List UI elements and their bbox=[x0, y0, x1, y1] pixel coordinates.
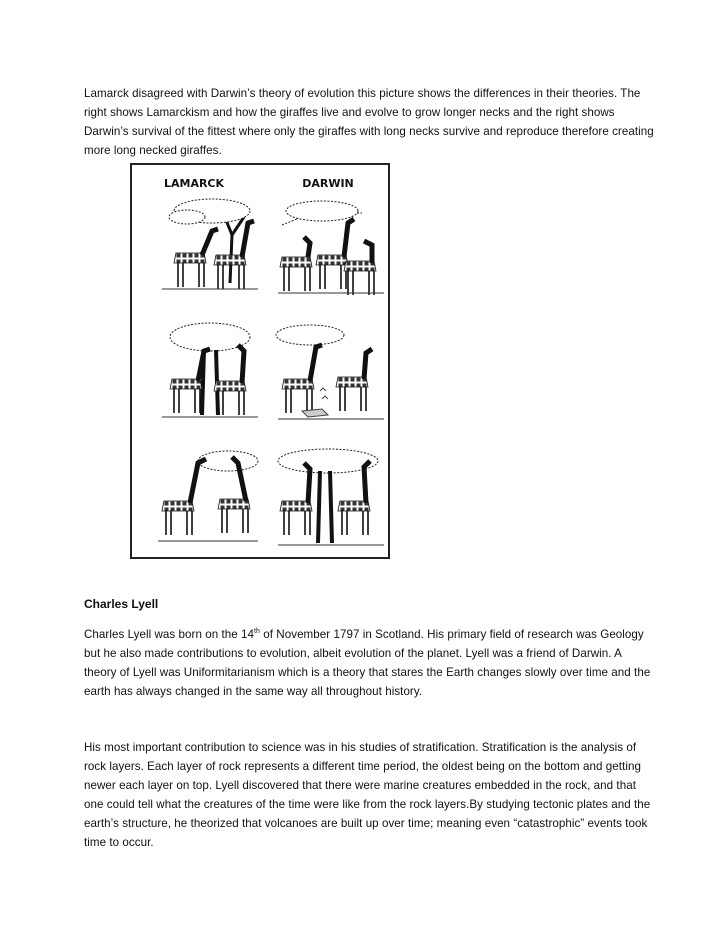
intro-paragraph bbox=[84, 84, 654, 160]
lamarck-panel-1 bbox=[162, 199, 258, 289]
para1-text-a: Charles Lyell was born on the 14 bbox=[84, 628, 255, 641]
lamarck-panel-3 bbox=[158, 451, 258, 541]
darwin-panel-3 bbox=[278, 449, 384, 545]
lamarck-panel-2 bbox=[162, 323, 258, 417]
darwin-label: DARWIN bbox=[302, 177, 354, 190]
para1-superscript: th bbox=[254, 628, 260, 635]
para1-text-b: of November 1797 in Scotland. His primary field of research was Geology but he also made contributions to evolution, albeit evolution of the planet. Lyell was a friend of Darwin. A theory of Lyell was Uniformitarianism which is a theory that stares the Earth changes slowly over time and the earth has always changed in the same way all throughout history. bbox=[84, 628, 651, 698]
lyell-paragraph-2 bbox=[84, 738, 654, 852]
darwin-panel-1 bbox=[278, 201, 384, 295]
lamarck-label: LAMARCK bbox=[163, 177, 225, 190]
darwin-panel-2 bbox=[276, 325, 384, 419]
lamarck-darwin-figure bbox=[130, 163, 390, 559]
intro-text: Lamarck disagreed with Darwin’s theory of evolution this picture shows the differences in their theories. The right shows Lamarckism and how the giraffes live and evolve to grow longer necks and the right shows Darwin’s survival of the fittest where only the giraffes with long necks survive and reproduce therefore creating more long necked giraffes. bbox=[84, 87, 654, 157]
lyell-paragraph-1 bbox=[84, 625, 654, 701]
para2-text: His most important contribution to science was in his studies of stratification. Stratification is the analysis of rock layers. Each layer of rock represents a different time period, the oldest being on the bottom and getting newer each layer on top. Lyell discovered that there were marine creatures embedded in the rock, and that one could tell what the creatures of the time were like from the rock layers.By studying tectonic plates and the earth’s structure, he theorized that volcanoes are built up over time; meaning even “catastrophic” events took time to occur. bbox=[84, 741, 651, 849]
section-heading: Charles Lyell bbox=[84, 597, 159, 611]
